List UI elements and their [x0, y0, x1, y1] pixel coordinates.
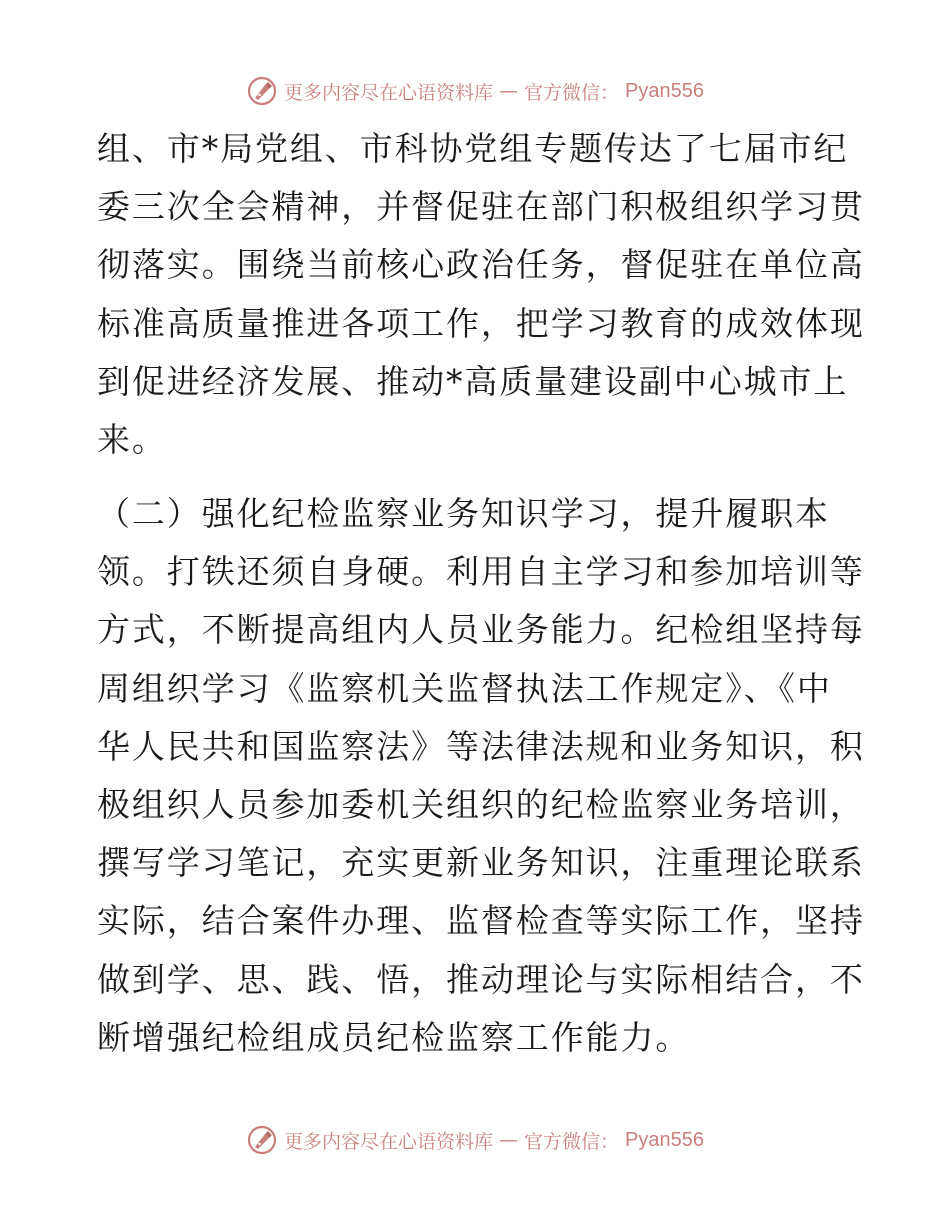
pen-nib-logo-icon: [246, 75, 278, 107]
text-line: 断增强纪检组成员纪检监察工作能力。: [97, 1017, 691, 1057]
text-line: 华人民共和国监察法》等法律法规和业务知识，积: [97, 726, 865, 766]
text-line: 周组织学习《监察机关监督执法工作规定》、《中: [97, 668, 832, 708]
text-line: 标准高质量推进各项工作，把学习教育的成效体现: [97, 303, 865, 343]
paragraph-1: [97, 120, 865, 469]
pen-nib-logo-icon: [246, 1124, 278, 1156]
text-line: 彻落实。围绕当前核心政治任务，督促驻在单位高: [97, 245, 865, 285]
watermark-handle: Pyan556: [625, 1128, 704, 1151]
watermark-separator: —: [499, 1129, 519, 1151]
text-line: 实际，结合案件办理、监督检查等实际工作，坚持: [97, 901, 865, 941]
text-line: 做到学、思、践、悟，推动理论与实际相结合，不: [97, 959, 865, 999]
header-watermark: [0, 73, 950, 109]
watermark-text: 更多内容尽在心语资料库: [284, 1130, 494, 1153]
text-line: 组、市*局党组、市科协党组专题传达了七届市纪: [97, 129, 849, 168]
paragraph-2: [97, 485, 865, 1067]
watermark-handle: Pyan556: [625, 79, 704, 102]
watermark-wechat-label: 官方微信：: [524, 81, 620, 104]
watermark-wechat-label: 官方微信：: [524, 1130, 620, 1153]
text-line: 委三次全会精神，并督促驻在部门积极组织学习贯: [97, 187, 865, 227]
text-line: 极组织人员参加委机关组织的纪检监察业务培训，: [97, 784, 865, 824]
text-line: 到促进经济发展、推动*高质量建设副中心城市上: [97, 361, 849, 401]
text-line: 来。: [97, 419, 167, 459]
watermark-separator: —: [499, 80, 519, 102]
footer-watermark: [0, 1122, 950, 1158]
text-line: 方式，不断提高组内人员业务能力。纪检组坚持每: [97, 610, 865, 650]
section-heading-line: （二）强化纪检监察业务知识学习，提升履职本: [97, 494, 830, 533]
text-line: 撰写学习笔记，充实更新业务知识，注重理论联系: [97, 843, 865, 883]
text-line: 领。打铁还须自身硬。利用自主学习和参加培训等: [97, 552, 865, 592]
watermark-text: 更多内容尽在心语资料库: [284, 81, 494, 104]
